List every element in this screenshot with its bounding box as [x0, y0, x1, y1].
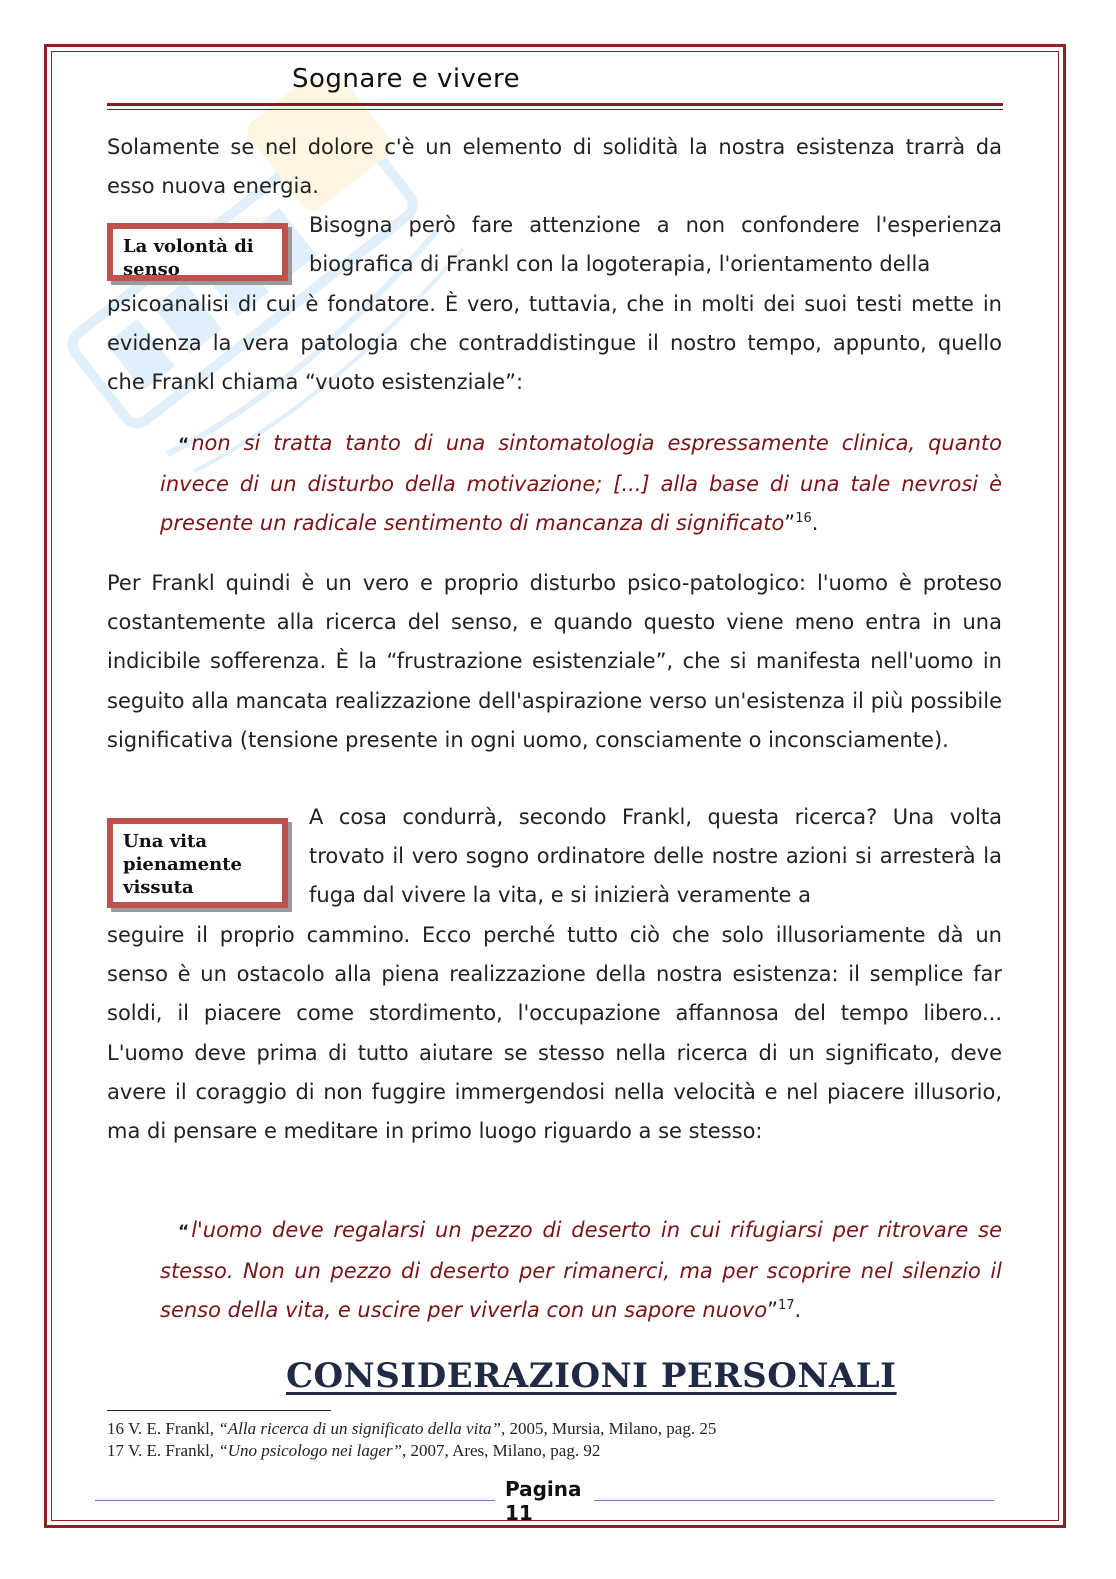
footnote-details: , 2005, Mursia, Milano, pag. 25 — [501, 1419, 717, 1438]
paragraph-4-continued: seguire il proprio cammino. Ecco perché tutto ciò che solo illusoriamente dà un senso è un ostacolo alla piena realizzazione della nostra esistenza: il semplice far soldi, il piacere come stordimento, l'occupazione affannosa del tempo libero... L'uomo deve prima di tutto aiutare se stesso nella ricerca di un significato, deve avere il coraggio di non fuggire immergendosi nella velocità e nel piacere illusorio, ma di pensare e meditare in primo luogo riguardo a se stesso: — [107, 923, 1002, 1144]
paragraph-2-continued: psicoanalisi di cui è fondatore. È vero, tuttavia, che in molti dei suoi testi mette in evidenza la vera patologia che contraddistingue il nostro tempo, appunto, quello che Frankl chiama “vuoto esistenziale”: — [107, 292, 1002, 395]
sidebox-vita-label: Una vita pienamente vissuta — [123, 831, 242, 898]
paragraph-1: Solamente se nel dolore c'è un elemento di solidità la nostra esistenza trarrà da esso nuova energia. — [107, 135, 1002, 199]
footnote-details: , 2007, Ares, Milano, pag. 92 — [402, 1441, 601, 1460]
quote-1 — [160, 424, 1002, 544]
footnote-author: V. E. Frankl, — [127, 1419, 215, 1438]
footnote-16 — [107, 1419, 716, 1439]
quote-1-text: non si tratta tanto di una sintomatologia espressamente clinica, quanto invece di un disturbo della motivazione; [...] alla base di una tale nevrosi è presente un radicale sentimento di mancanza di significato — [160, 431, 1002, 536]
sidebox-vita — [107, 818, 288, 908]
footnote-number: 17 — [107, 1441, 124, 1460]
sidebox-volonta-label: La volontà di senso — [123, 236, 254, 280]
quote-2-close-mark: ” — [767, 1298, 778, 1323]
quote-2-end: . — [794, 1298, 802, 1323]
footnote-author: V. E. Frankl, — [127, 1441, 215, 1460]
footnote-17 — [107, 1441, 600, 1461]
header-rule-thin — [107, 109, 1003, 110]
quote-1-end: . — [811, 511, 819, 536]
paragraph-4-wrapped: A cosa condurrà, secondo Frankl, questa ricerca? Una volta trovato il vero sogno ordinatore delle nostre azioni si arresterà la fuga dal vivere la vita, e si inizierà veramente a — [309, 805, 1002, 908]
sidebox-volonta — [107, 223, 288, 281]
footer-rule-right — [594, 1500, 994, 1501]
quote-2-open-mark: “ — [178, 1222, 190, 1242]
footnote-ref-17[interactable]: 17 — [777, 1298, 795, 1314]
footnote-separator — [107, 1410, 331, 1411]
page-number: 11 — [505, 1501, 533, 1525]
paragraph-2-wrapped: Bisogna però fare attenzione a non confondere l'esperienza biografica di Frankl con la logoterapia, l'orientamento della — [309, 213, 1002, 277]
quote-2 — [160, 1211, 1002, 1331]
footnote-number: 16 — [107, 1419, 124, 1438]
footnote-ref-16[interactable]: 16 — [795, 511, 812, 527]
running-header-title: Sognare e vivere — [292, 64, 521, 94]
header-rule-thick — [107, 103, 1003, 106]
quote-1-close-mark: ” — [784, 511, 796, 536]
section-heading: CONSIDERAZIONI PERSONALI — [286, 1356, 897, 1396]
quote-2-text: l'uomo deve regalarsi un pezzo di deserto in cui rifugiarsi per ritrovare se stesso. Non un pezzo di deserto per rimanerci, ma per scoprire nel silenzio il senso della vita, e uscire per viverla con un sapore nuovo — [160, 1218, 1002, 1323]
page-label: Pagina — [505, 1477, 582, 1501]
paragraph-3: Per Frankl quindi è un vero e proprio disturbo psico-patologico: l'uomo è proteso costantemente alla ricerca del senso, e quando questo viene meno entra in una indicibile sofferenza. È la “frustrazione esistenziale”, che si manifesta nell'uomo in seguito alla mancata realizzazione dell'aspirazione verso un'esistenza il più possibile significativa (tensione presente in ogni uomo, consciamente o inconsciamente). — [107, 571, 1002, 752]
footnote-title: “Uno psicologo nei lager” — [218, 1441, 403, 1460]
quote-1-open-mark: “ — [178, 435, 190, 455]
footer-rule-left — [95, 1500, 495, 1501]
footnote-title: “Alla ricerca di un significato della vita” — [218, 1419, 501, 1438]
